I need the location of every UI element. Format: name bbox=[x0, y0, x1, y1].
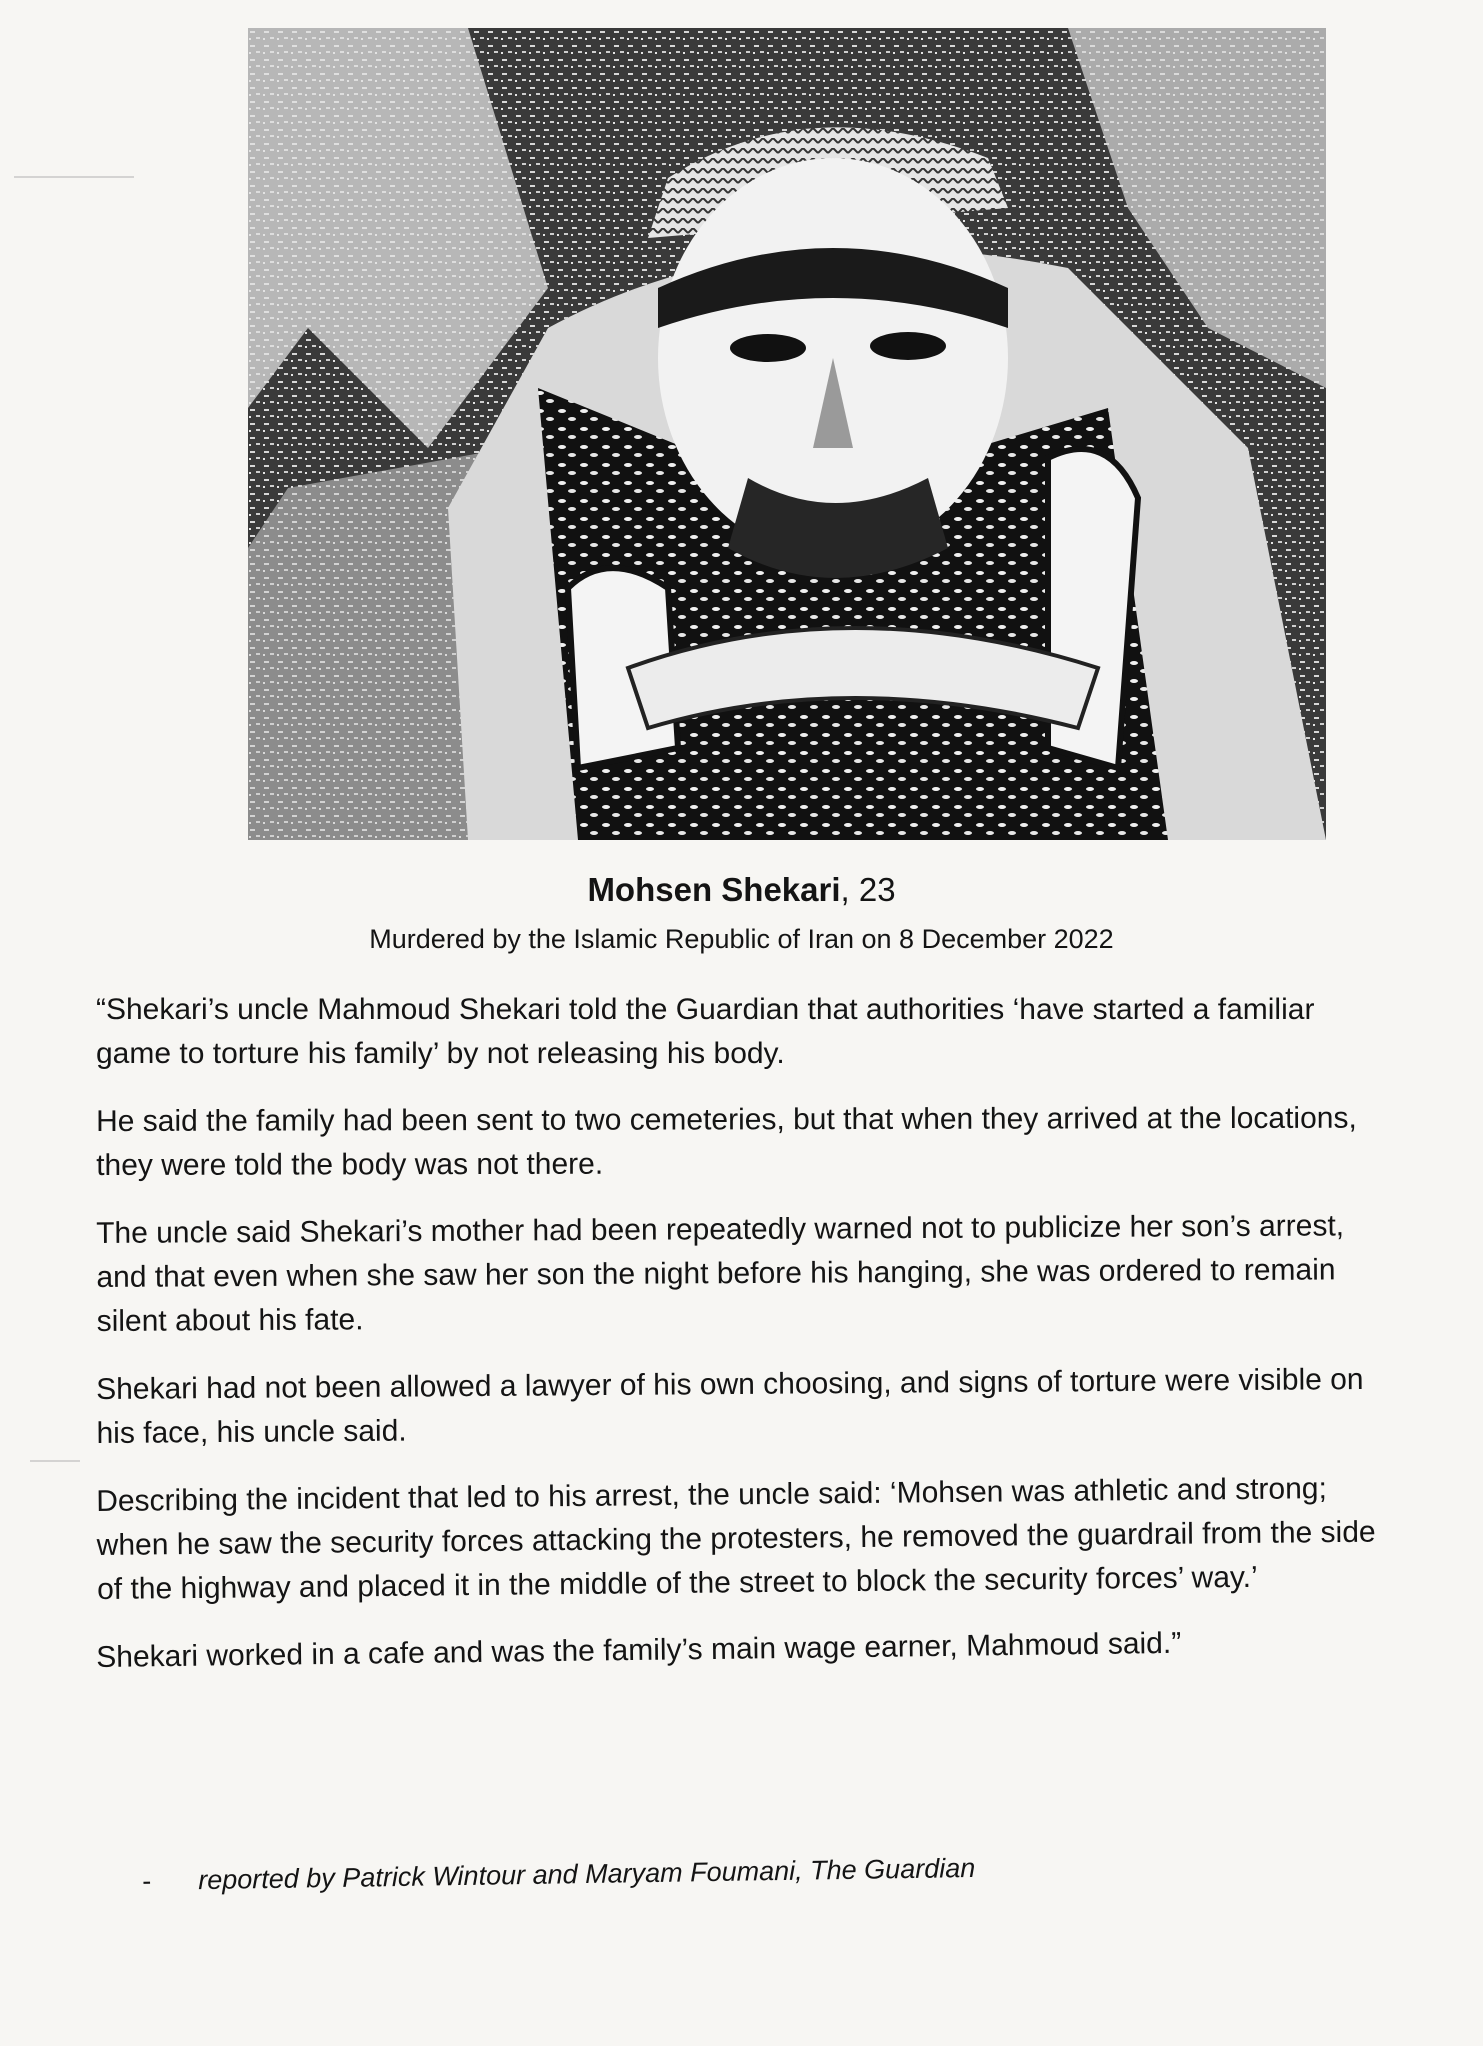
quote-paragraph: “Shekari’s uncle Mahmoud Shekari told the Guardian that authorities ‘have started a familiar game to torture his family’ by not releasing his body. bbox=[96, 993, 1315, 1070]
credit-line bbox=[142, 1853, 975, 1897]
credit-text: reported by Patrick Wintour and Maryam Foumani, The Guardian bbox=[197, 1852, 976, 1896]
quote-paragraph: Shekari had not been allowed a lawyer of his own choosing, and signs of torture were visible on his face, his uncle said. bbox=[96, 1363, 1364, 1450]
quote-paragraph: Describing the incident that led to his arrest, the uncle said: ‘Mohsen was athletic and strong; when he saw the security forces attacking the protesters, he removed the guardrail from the side of the highway and placed it in the middle of the street to block the security forces’ way.’ bbox=[96, 1472, 1376, 1606]
credit-dash: - bbox=[142, 1865, 152, 1896]
scan-smudge bbox=[30, 1460, 80, 1462]
quote-paragraph: The uncle said Shekari’s mother had been repeatedly warned not to publicize her son’s arrest, and that even when she saw her son the night before his hanging, she was ordered to remain silent about his fate. bbox=[96, 1209, 1345, 1338]
caption-age: , 23 bbox=[840, 871, 896, 908]
quote-body bbox=[96, 988, 1386, 1704]
caption-name-line bbox=[0, 870, 1483, 910]
quote-paragraph: Shekari worked in a cafe and was the family’s main wage earner, Mahmoud said.” bbox=[96, 1626, 1182, 1674]
portrait-photo bbox=[248, 28, 1326, 840]
scan-smudge bbox=[14, 176, 134, 178]
caption-subtitle: Murdered by the Islamic Republic of Iran on 8 December 2022 bbox=[369, 924, 1114, 954]
caption-name: Mohsen Shekari bbox=[587, 871, 841, 908]
portrait-photo-icon bbox=[248, 28, 1326, 840]
quote-paragraph: He said the family had been sent to two cemeteries, but that when they arrived at the locations, they were told the body was not there. bbox=[96, 1101, 1357, 1182]
